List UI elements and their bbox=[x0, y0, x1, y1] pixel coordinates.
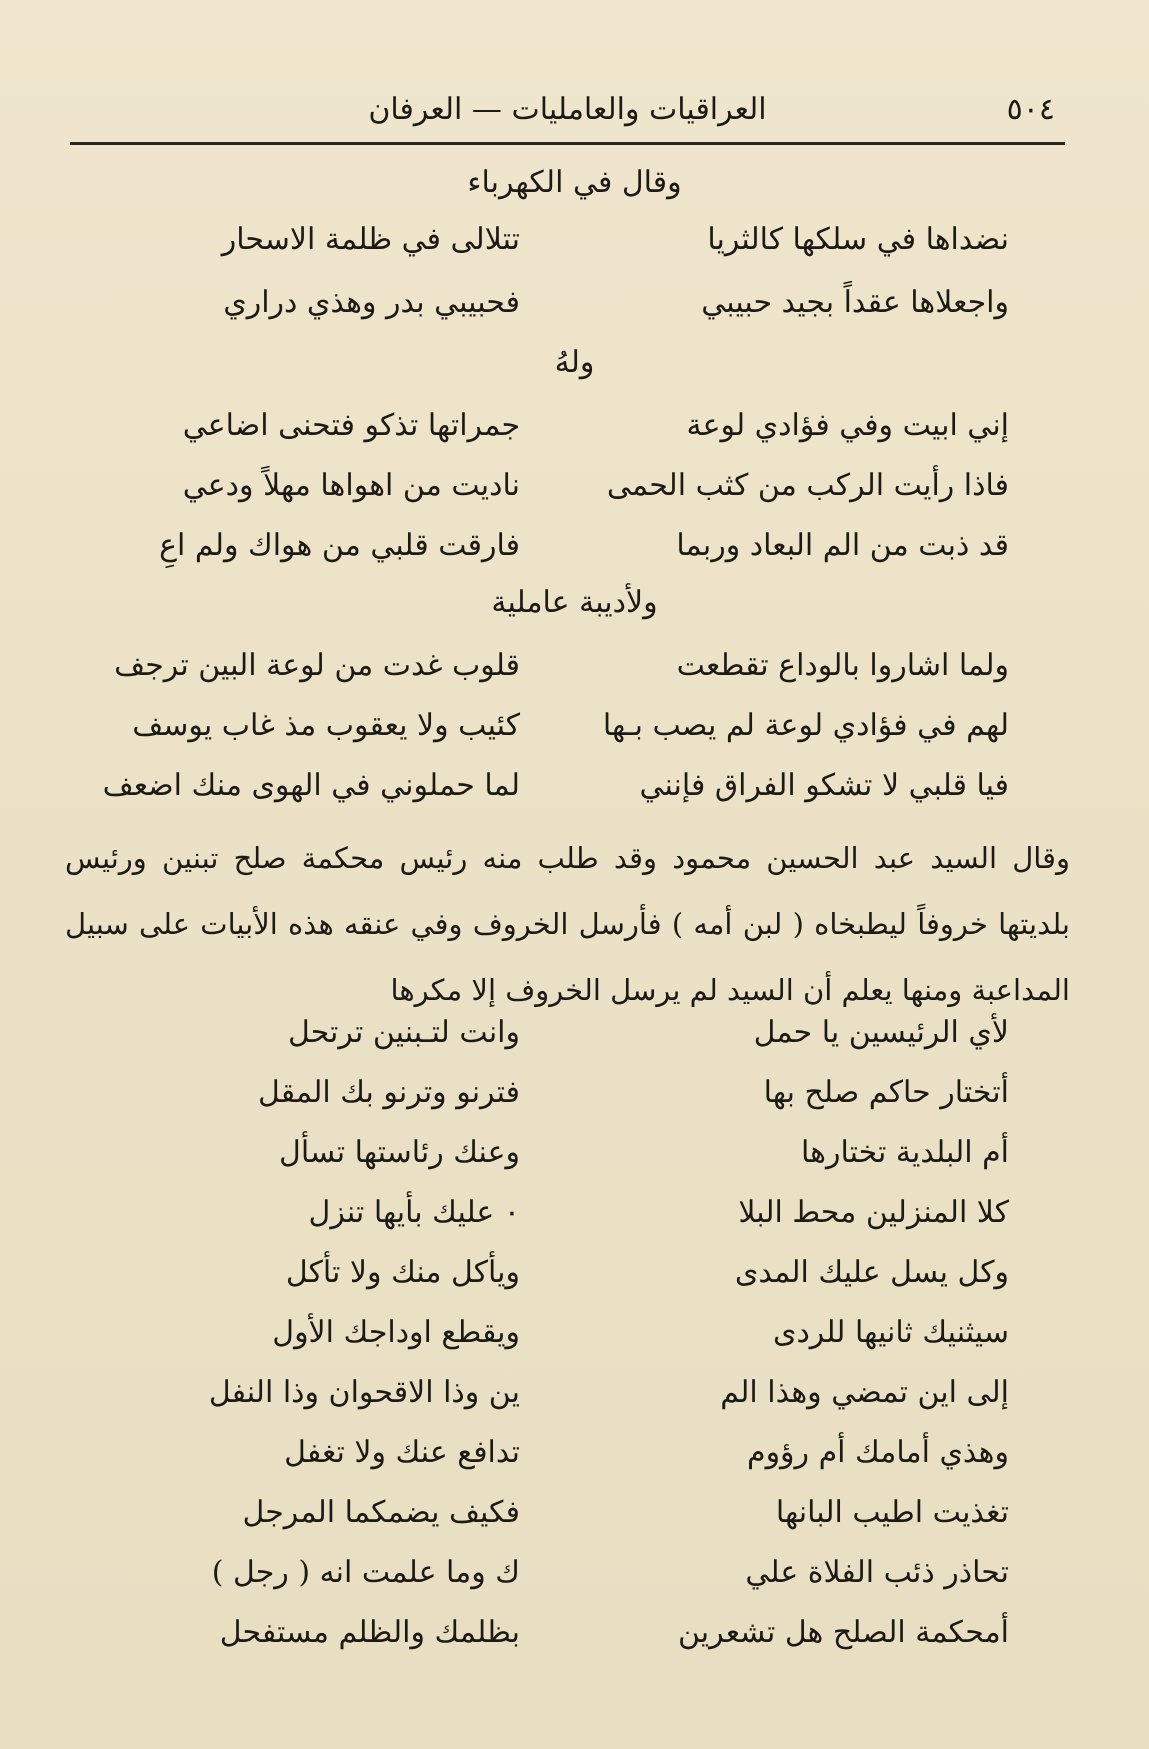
second-hemistich: وانت لتـبنين ترتحل bbox=[287, 1015, 520, 1050]
first-hemistich: تغذيت اطيب البانها bbox=[775, 1495, 1009, 1530]
verse-line bbox=[0, 1555, 1149, 1611]
verse-line bbox=[0, 1375, 1149, 1431]
second-hemistich: ويقطع اوداجك الأول bbox=[272, 1315, 520, 1350]
second-hemistich: ناديت من اهواها مهلاً ودعي bbox=[182, 468, 520, 503]
verse-line bbox=[0, 1015, 1149, 1071]
verse-line bbox=[0, 285, 1149, 341]
first-hemistich: وكل يسل عليك المدى bbox=[734, 1255, 1009, 1290]
prose-paragraph: وقال السيد عبد الحسين محمود وقد طلب منه رئيس محكمة صلح تبنين ورئيس بلديتها خروفاً ليطبخاه ( لبن أمه ) فأرسل الخروف وفي عنقه هذه الأبيات على سبيل المداعبة ومنها يعلم أن السيد لم يرسل الخروف إلا مكرها bbox=[65, 841, 1070, 1007]
verse-line bbox=[0, 1255, 1149, 1311]
first-hemistich: لهم في فؤادي لوعة لم يصب بـها bbox=[602, 708, 1009, 743]
second-hemistich: فكيف يضمكما المرجل bbox=[242, 1495, 520, 1530]
header-rule bbox=[70, 142, 1065, 145]
second-hemistich: فحبيبي بدر وهذي دراري bbox=[223, 285, 520, 320]
first-hemistich: سيثنيك ثانيها للردى bbox=[772, 1315, 1009, 1350]
first-hemistich: واجعلاها عقداً بجيد حبيبي bbox=[701, 285, 1009, 320]
second-hemistich: فارقت قلبي من هواك ولم اعِ bbox=[159, 528, 520, 563]
verse-line bbox=[0, 1315, 1149, 1371]
verse-line bbox=[0, 1435, 1149, 1491]
verse-line bbox=[0, 222, 1149, 278]
first-hemistich: وهذي أمامك أم رؤوم bbox=[747, 1435, 1009, 1470]
first-hemistich: ولما اشاروا بالوداع تقطعت bbox=[676, 648, 1009, 683]
verse-line bbox=[0, 408, 1149, 464]
verse-line bbox=[0, 1195, 1149, 1251]
second-hemistich: لما حملوني في الهوى منك اضعف bbox=[102, 768, 520, 803]
first-hemistich: كلا المنزلين محط البلا bbox=[738, 1195, 1009, 1230]
second-hemistich: تدافع عنك ولا تغفل bbox=[284, 1435, 520, 1470]
verse-line bbox=[0, 708, 1149, 764]
verse-line bbox=[0, 648, 1149, 704]
second-hemistich: قلوب غدت من لوعة البين ترجف bbox=[114, 648, 520, 683]
verse-line bbox=[0, 1615, 1149, 1671]
running-title: العراقيات والعامليات — العرفان bbox=[368, 92, 767, 127]
verse-line bbox=[0, 1495, 1149, 1551]
section-heading: ولهُ bbox=[554, 345, 595, 380]
second-hemistich: ين وذا الاقحوان وذا النفل bbox=[208, 1375, 520, 1410]
page-number: ٥٠٤ bbox=[1006, 92, 1055, 127]
first-hemistich: لأي الرئيسين يا حمل bbox=[753, 1015, 1009, 1050]
second-hemistich: جمراتها تذكو فتحنى اضاعي bbox=[182, 408, 520, 443]
first-hemistich: أمحكمة الصلح هل تشعرين bbox=[677, 1615, 1009, 1650]
second-hemistich: فترنو وترنو بك المقل bbox=[258, 1075, 520, 1110]
first-hemistich: تحاذر ذئب الفلاة علي bbox=[745, 1555, 1009, 1590]
section-heading: وقال في الكهرباء bbox=[467, 165, 682, 200]
verse-line bbox=[0, 528, 1149, 584]
first-hemistich: أم البلدية تختارها bbox=[801, 1135, 1009, 1170]
second-hemistich: ٠ عليك بأيها تنزل bbox=[308, 1195, 520, 1230]
first-hemistich: أتختار حاكم صلح بها bbox=[763, 1075, 1009, 1110]
second-hemistich: بظلمك والظلم مستفحل bbox=[219, 1615, 520, 1650]
verse-line bbox=[0, 468, 1149, 524]
verse-line bbox=[0, 1075, 1149, 1131]
first-hemistich: إلى اين تمضي وهذا الم bbox=[720, 1375, 1009, 1410]
second-hemistich: ك وما علمت انه ( رجل ) bbox=[211, 1555, 520, 1590]
first-hemistich: نضداها في سلكها كالثريا bbox=[707, 222, 1009, 257]
verse-line bbox=[0, 1135, 1149, 1191]
verse-line bbox=[0, 768, 1149, 824]
first-hemistich: فيا قلبي لا تشكو الفراق فإنني bbox=[639, 768, 1009, 803]
second-hemistich: كئيب ولا يعقوب مذ غاب يوسف bbox=[132, 708, 520, 743]
first-hemistich: فاذا رأيت الركب من كثب الحمى bbox=[606, 468, 1009, 503]
first-hemistich: قد ذبت من الم البعاد وربما bbox=[676, 528, 1009, 563]
second-hemistich: تتلالى في ظلمة الاسحار bbox=[221, 222, 520, 257]
second-hemistich: وعنك رئاستها تسأل bbox=[279, 1135, 520, 1170]
page-header bbox=[70, 92, 1065, 136]
section-heading: ولأديبة عاملية bbox=[491, 585, 658, 620]
first-hemistich: إني ابيت وفي فؤادي لوعة bbox=[686, 408, 1009, 443]
second-hemistich: ويأكل منك ولا تأكل bbox=[285, 1255, 520, 1290]
